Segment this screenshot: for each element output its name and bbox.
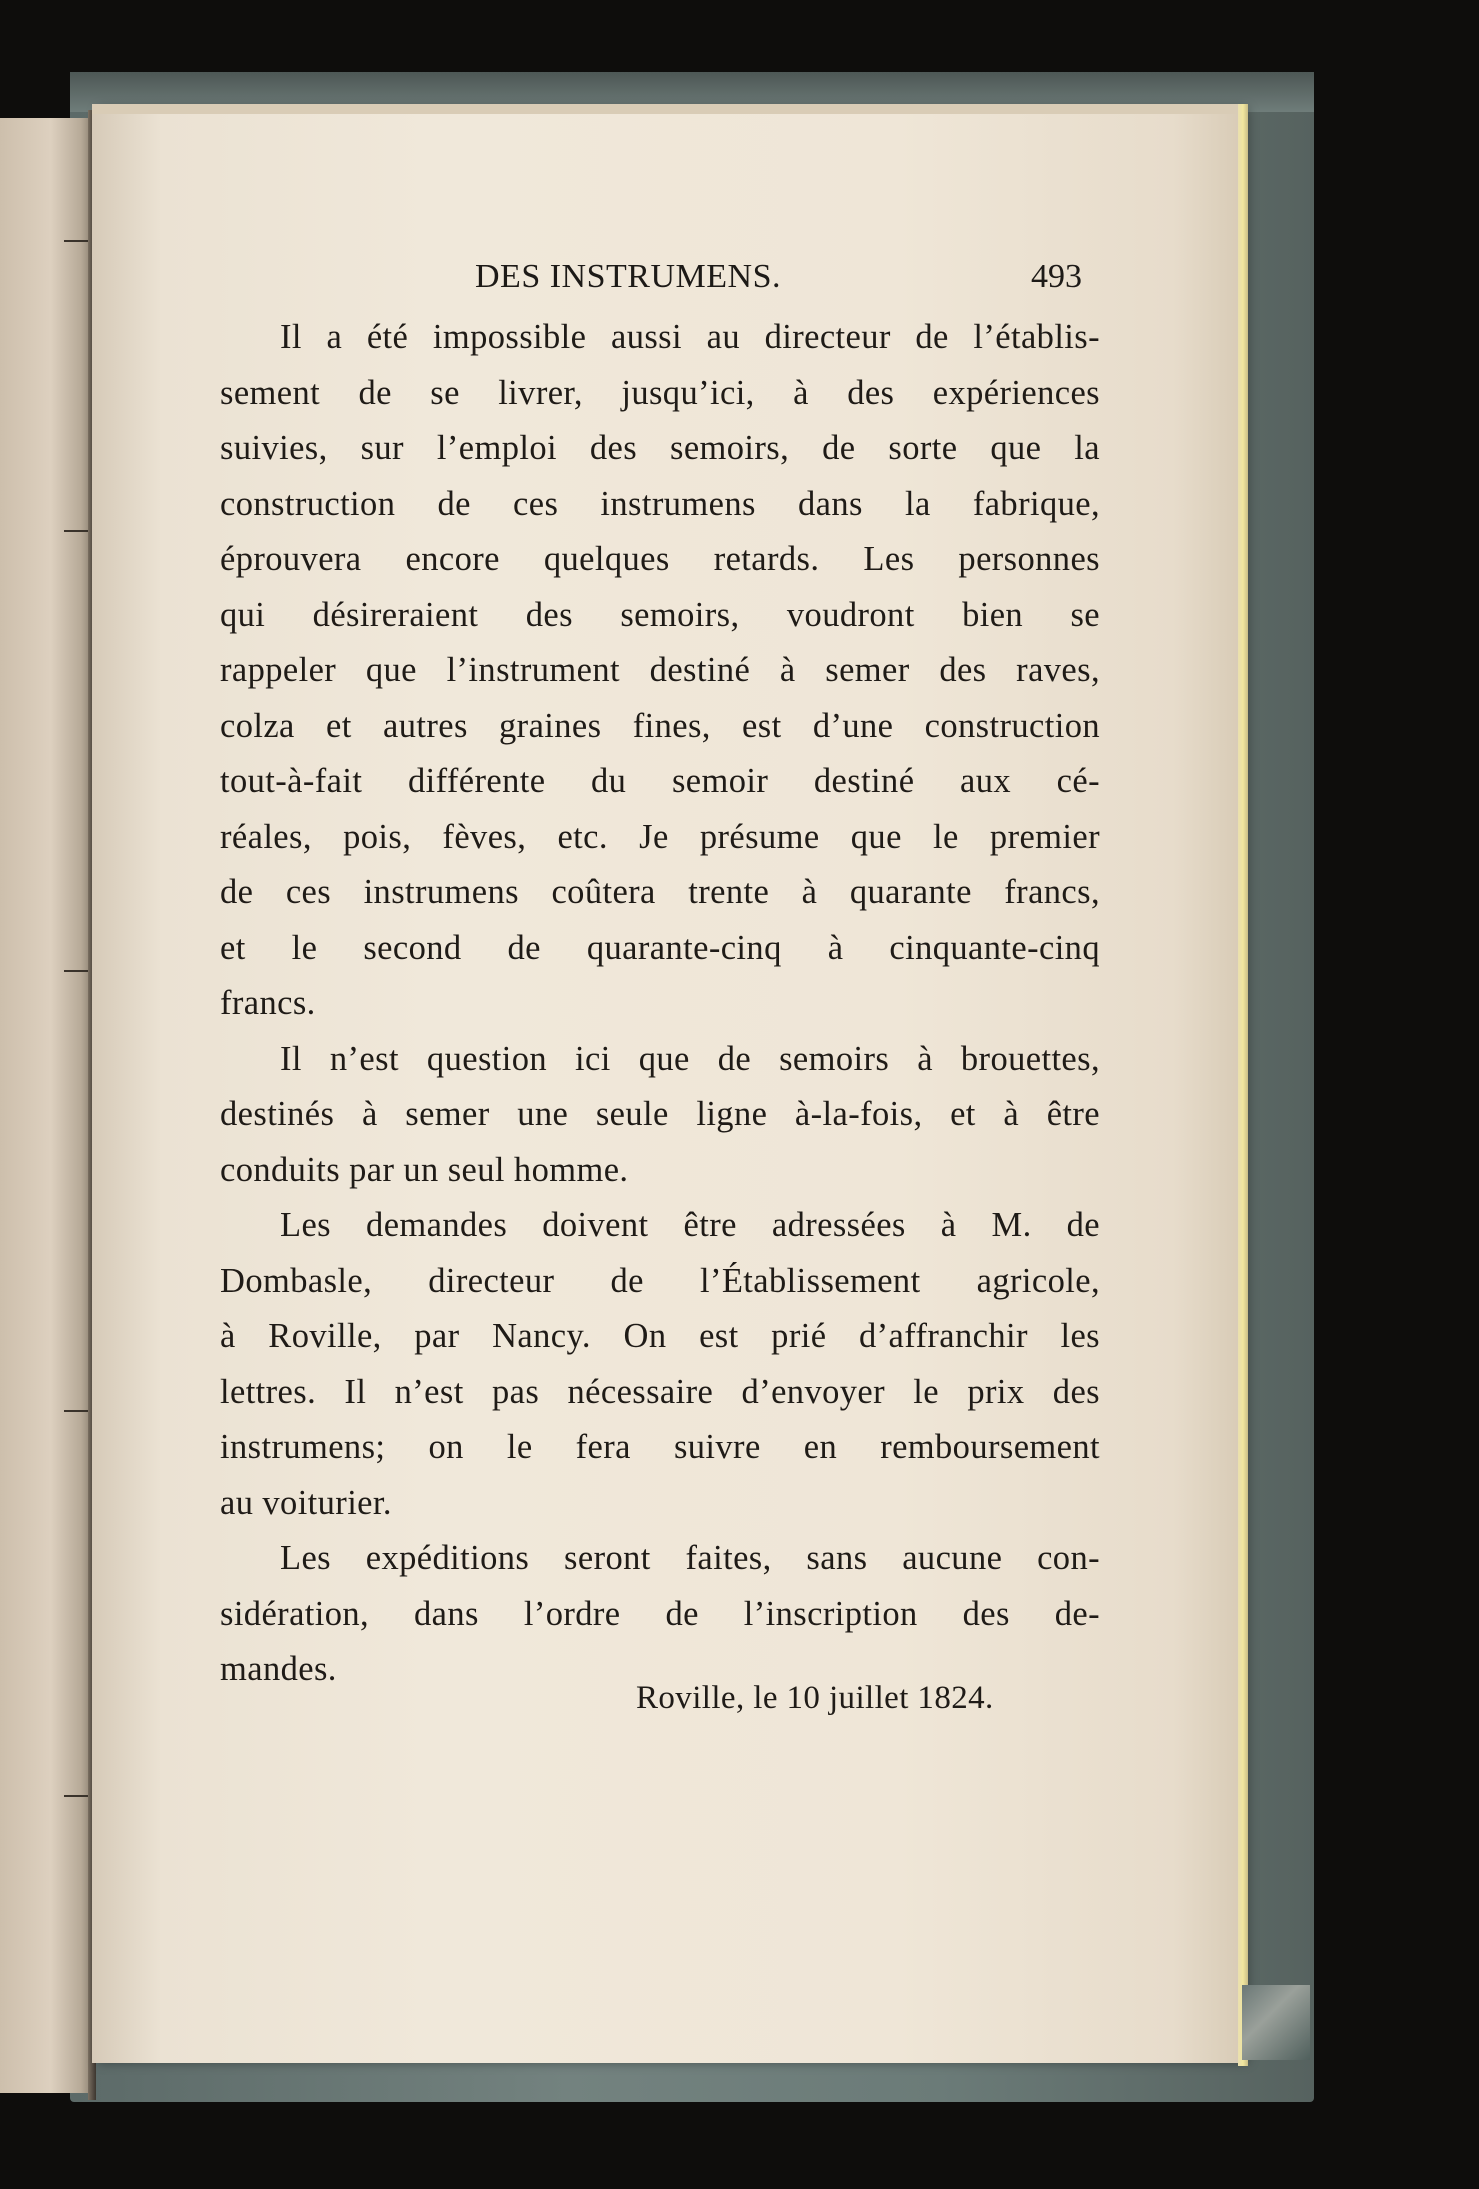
text-line: réales, pois, fèves, etc. Je présume que le premier <box>220 817 1100 856</box>
text-line: Il a été impossible aussi au directeur de l’établis- <box>280 318 1100 356</box>
text-line: sement de se livrer, jusqu’ici, à des expériences <box>220 373 1100 412</box>
text-line: rappeler que l’instrument destiné à semer des raves, <box>220 651 1100 689</box>
text-line: lettres. Il n’est pas nécessaire d’envoyer le prix des <box>220 1372 1100 1411</box>
page-fore-edge <box>1238 104 1248 2066</box>
margin-mark <box>64 530 88 532</box>
text-line: Dombasle, directeur de l’Établissement agricole, <box>220 1261 1100 1300</box>
margin-mark <box>64 240 88 242</box>
text-line: éprouvera encore quelques retards. Les personnes <box>220 540 1100 578</box>
text-line: mandes. <box>220 1650 337 1688</box>
margin-mark <box>64 970 88 972</box>
text-line: et le second de quarante-cinq à cinquante-cinq <box>220 928 1100 967</box>
page-number: 493 <box>1031 258 1082 295</box>
text-line: à Roville, par Nancy. On est prié d’affranchir les <box>220 1317 1100 1355</box>
margin-mark <box>64 1795 88 1797</box>
text-line: conduits par un seul homme. <box>220 1150 629 1189</box>
worn-cover-corner <box>1242 1985 1310 2060</box>
text-line: sidération, dans l’ordre de l’inscription des de- <box>220 1594 1100 1633</box>
text-line: suivies, sur l’emploi des semoirs, de sorte que la <box>220 429 1100 467</box>
text-line: Les expéditions seront faites, sans aucune con- <box>280 1539 1100 1577</box>
text-line: destinés à semer une seule ligne à-la-fois, et à être <box>220 1095 1100 1133</box>
text-line: tout-à-fait différente du semoir destiné aux cé- <box>220 762 1100 800</box>
text-line: instrumens; on le fera suivre en remboursement <box>220 1428 1100 1466</box>
text-line: francs. <box>220 984 316 1022</box>
text-line: construction de ces instrumens dans la fabrique, <box>220 484 1100 523</box>
text-line: colza et autres graines fines, est d’une construction <box>220 706 1100 745</box>
text-line: Les demandes doivent être adressées à M. de <box>280 1206 1100 1244</box>
text-line: au voiturier. <box>220 1483 392 1522</box>
page-top-edge <box>92 104 1242 114</box>
signature-date: Roville, le 10 juillet 1824. <box>636 1680 994 1716</box>
text-line: Il n’est question ici que de semoirs à brouettes, <box>280 1039 1100 1078</box>
page-header <box>230 258 1090 308</box>
text-line: qui désireraient des semoirs, voudront bien se <box>220 595 1100 634</box>
margin-mark <box>64 1410 88 1412</box>
body-text <box>220 310 1100 1698</box>
text-line: de ces instrumens coûtera trente à quarante francs, <box>220 873 1100 911</box>
running-title: DES INSTRUMENS. <box>475 258 781 295</box>
